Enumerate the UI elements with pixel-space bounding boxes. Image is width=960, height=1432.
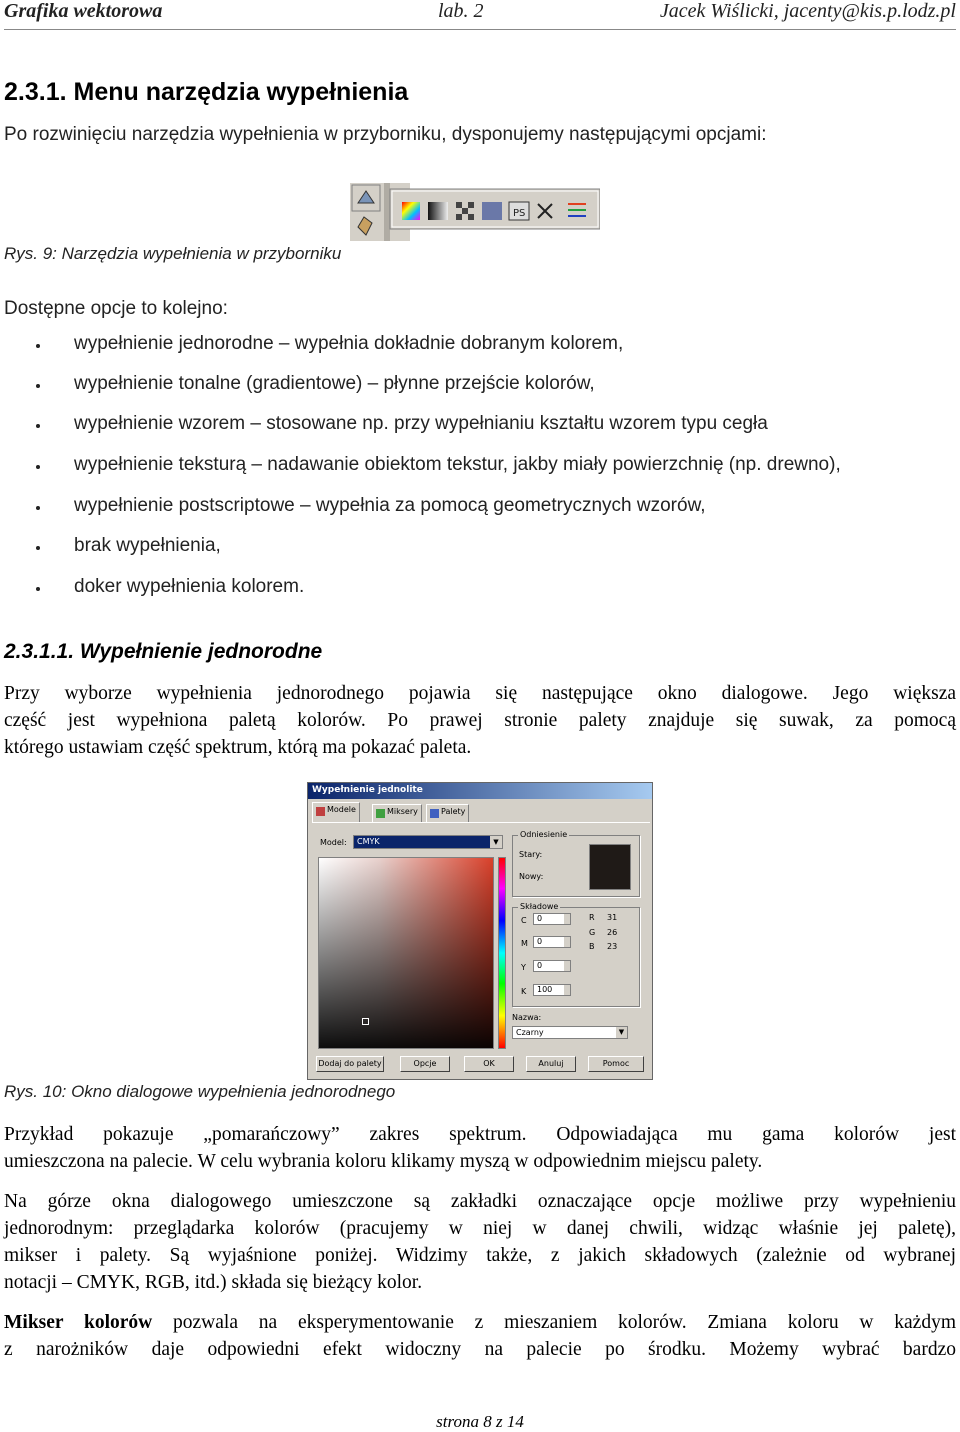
bullet-icon bbox=[36, 384, 40, 388]
models-icon bbox=[316, 807, 325, 816]
reference-group: Odniesienie Stary: Nowy: bbox=[512, 835, 640, 897]
help-button[interactable]: Pomoc bbox=[588, 1056, 644, 1072]
dialog-title: Wypełnienie jednolite bbox=[308, 783, 652, 799]
bullet-icon bbox=[36, 424, 40, 428]
tab-mixers[interactable]: Miksery bbox=[372, 804, 422, 822]
header-divider bbox=[4, 29, 956, 30]
bullet-icon bbox=[36, 344, 40, 348]
section-intro: Po rozwinięciu narzędzia wypełnienia w przyborniku, dysponujemy następującymi opcjami: bbox=[4, 124, 767, 145]
magenta-field[interactable]: 0 bbox=[533, 936, 571, 948]
course-title: Grafika wektorowa bbox=[4, 0, 163, 22]
spectrum-slider[interactable] bbox=[498, 857, 506, 1049]
bullet-icon bbox=[36, 506, 40, 510]
options-button[interactable]: Opcje bbox=[400, 1056, 450, 1072]
page-number: strona 8 z 14 bbox=[436, 1412, 524, 1431]
cancel-button[interactable]: Anuluj bbox=[526, 1056, 576, 1072]
green-value: 26 bbox=[607, 928, 618, 937]
black-field[interactable]: 100 bbox=[533, 984, 571, 996]
bullet-icon bbox=[36, 546, 40, 550]
bullet-icon bbox=[36, 587, 40, 591]
mixers-icon bbox=[376, 809, 385, 818]
svg-text:PS: PS bbox=[513, 208, 526, 219]
chevron-down-icon: ▼ bbox=[616, 1027, 627, 1038]
fill-dialog-screenshot bbox=[307, 782, 653, 1080]
color-swatch bbox=[589, 844, 631, 890]
figure-caption: Rys. 10: Okno dialogowe wypełnienia jednorodnego bbox=[4, 1082, 396, 1101]
paragraph-spectrum: Przykład pokazuje „pomarańczowy” zakres spektrum. Odpowiadająca mu gama kolorów jest umieszczona na palecie. W celu wybrania koloru klikamy myszą w odpowiednim miejscu palety. bbox=[4, 1124, 956, 1172]
section-heading: 2.3.1. Menu narzędzia wypełnienia bbox=[4, 78, 409, 106]
tab-divider bbox=[312, 822, 650, 823]
subsection-heading: 2.3.1.1. Wypełnienie jednorodne bbox=[4, 640, 323, 663]
mixer-term: Mikser kolorów bbox=[4, 1312, 153, 1333]
cyan-field[interactable]: 0 bbox=[533, 913, 571, 925]
name-label: Nazwa: bbox=[512, 1013, 542, 1022]
ok-button[interactable]: OK bbox=[464, 1056, 514, 1072]
chevron-down-icon: ▼ bbox=[490, 836, 502, 848]
palette-marker[interactable] bbox=[362, 1018, 369, 1025]
blue-value: 23 bbox=[607, 942, 618, 951]
components-group: Składowe C 0 M 0 Y 0 K 100 R 31 G 26 B 23 bbox=[512, 907, 640, 1007]
palettes-icon bbox=[430, 809, 439, 818]
fill-toolbar-image bbox=[350, 183, 600, 241]
paragraph-dialog-intro: Przy wyborze wypełnienia jednorodnego pojawia się następujące okno dialogowe. Jego większa część jest wypełniona paletą kolorów. Po prawej stronie palety znajduje się suwak, za pomocą którego ustawiam część spektrum, którą ma pokazać paleta. bbox=[4, 683, 956, 758]
options-intro: Dostępne opcje to kolejno: bbox=[4, 298, 228, 319]
bullet-icon bbox=[36, 465, 40, 469]
tab-models[interactable]: Modele bbox=[312, 802, 360, 822]
tab-palettes[interactable]: Palety bbox=[426, 804, 469, 822]
paragraph-mixer: Mikser kolorów pozwala na eksperymentowanie z mieszaniem kolorów. Zmiana koloru w każdym z narożników daje odpowiedni efekt widoczny na palecie po środku. Możemy wybrać bardzo bbox=[4, 1312, 956, 1360]
yellow-field[interactable]: 0 bbox=[533, 960, 571, 972]
red-value: 31 bbox=[607, 913, 618, 922]
lab-number: lab. 2 bbox=[438, 0, 484, 22]
color-palette[interactable] bbox=[318, 857, 494, 1049]
figure-caption: Rys. 9: Narzędzia wypełnienia w przyborniku bbox=[4, 244, 342, 263]
model-select[interactable]: CMYK ▼ bbox=[353, 835, 503, 849]
color-name-select[interactable]: Czarny ▼ bbox=[512, 1026, 628, 1039]
page-header bbox=[4, 0, 956, 28]
model-label: Model: bbox=[320, 838, 347, 847]
add-to-palette-button[interactable]: Dodaj do palety bbox=[316, 1056, 384, 1072]
author: Jacek Wiślicki, jacenty@kis.p.lodz.pl bbox=[659, 0, 956, 22]
paragraph-tabs: Na górze okna dialogowego umieszczone są zakładki oznaczające opcje możliwe przy wypełnieniu jednorodnym: przeglądarka kolorów (pracujemy w niej w danej chwili, widząc właśnie jej paletę), mikser i palety. Są wyjaśnione poniżej. Widzimy także, z jakich składowych (zależnie od wybranej notacji – CMYK, RGB, itd.) składa się bieżący kolor. bbox=[4, 1191, 956, 1293]
